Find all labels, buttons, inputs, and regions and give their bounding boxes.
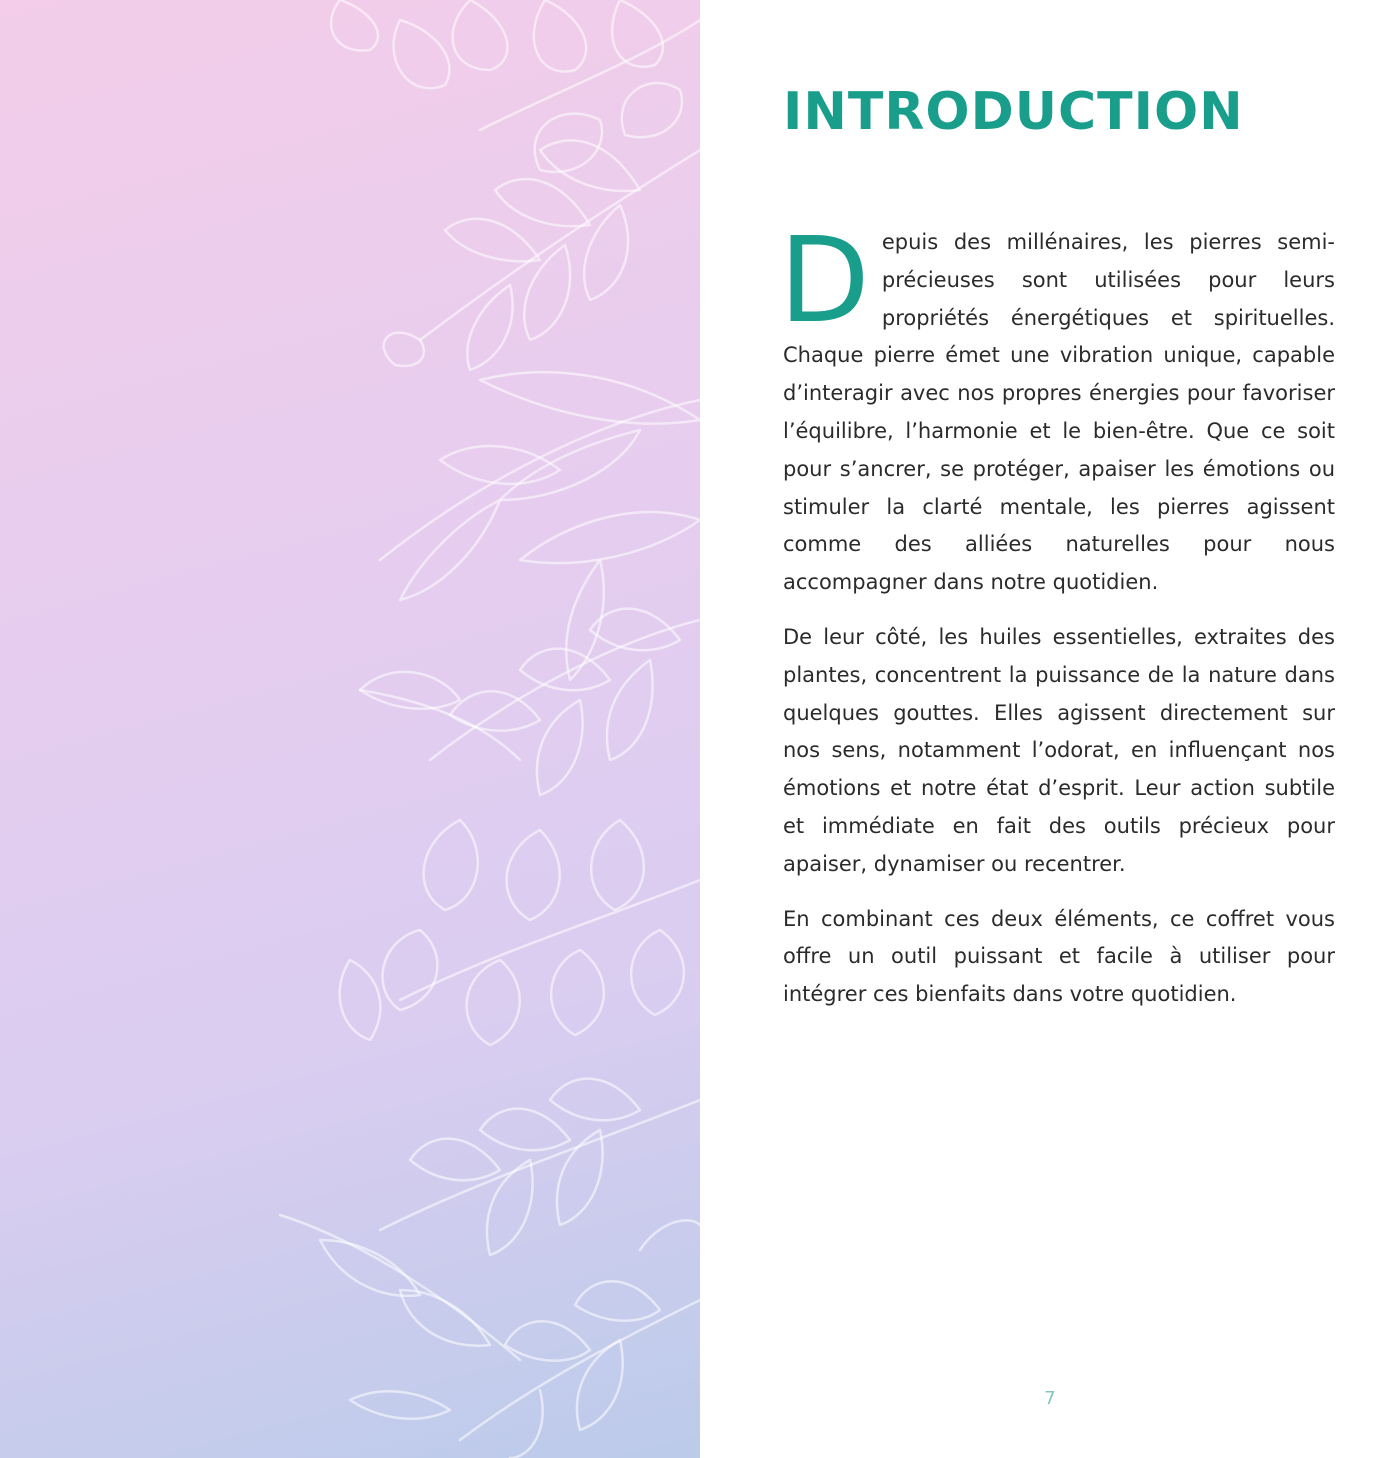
intro-paragraph-3: En combinant ces deux éléments, ce coffret vous offre un outil puissant et facile à utiliser pour intégrer ces bienfaits dans votre quotidien. — [783, 906, 1335, 1007]
page-number: 7 — [1044, 1388, 1056, 1409]
leaf-cluster-bottom — [280, 1079, 700, 1360]
leaf-cluster-middle — [360, 609, 700, 795]
drop-cap: D — [779, 211, 870, 349]
leaf-cluster-top — [331, 0, 700, 172]
intro-paragraph-1 — [779, 211, 1335, 602]
intro-paragraph-2: De leur côté, les huiles essentielles, extraites des plantes, concentrent la puissance de la nature dans quelques gouttes. Elles agissent directement sur nos sens, notamment l’odorat, en influençant nos émotions et notre état d’esprit. Leur action subtile et immédiate en fait des outils précieux pour apaiser, dynamiser ou recentrer. — [783, 624, 1335, 876]
page-title: INTRODUCTION — [783, 82, 1244, 142]
paragraph-1-text: epuis des millénaires, les pierres semi-précieuses sont utilisées pour leurs propriétés énergétiques et spirituelles. Chaque pierre émet une vibration unique, capable d’interagir avec nos propres énergies pour favoriser l’équilibre, l’harmonie et le bien-être. Que ce soit pour s’ancrer, se protéger, apaiser les émotions ou stimuler la clarté mentale, les pierres agissent comme des alliées naturelles pour nous accompagner dans notre quotidien. — [783, 230, 1335, 595]
fern-branch — [384, 140, 700, 370]
leaf-cluster-footer — [350, 1220, 700, 1458]
text-page — [700, 0, 1400, 1458]
intro-body — [779, 211, 1335, 1031]
round-leaf-cluster — [340, 820, 700, 1045]
